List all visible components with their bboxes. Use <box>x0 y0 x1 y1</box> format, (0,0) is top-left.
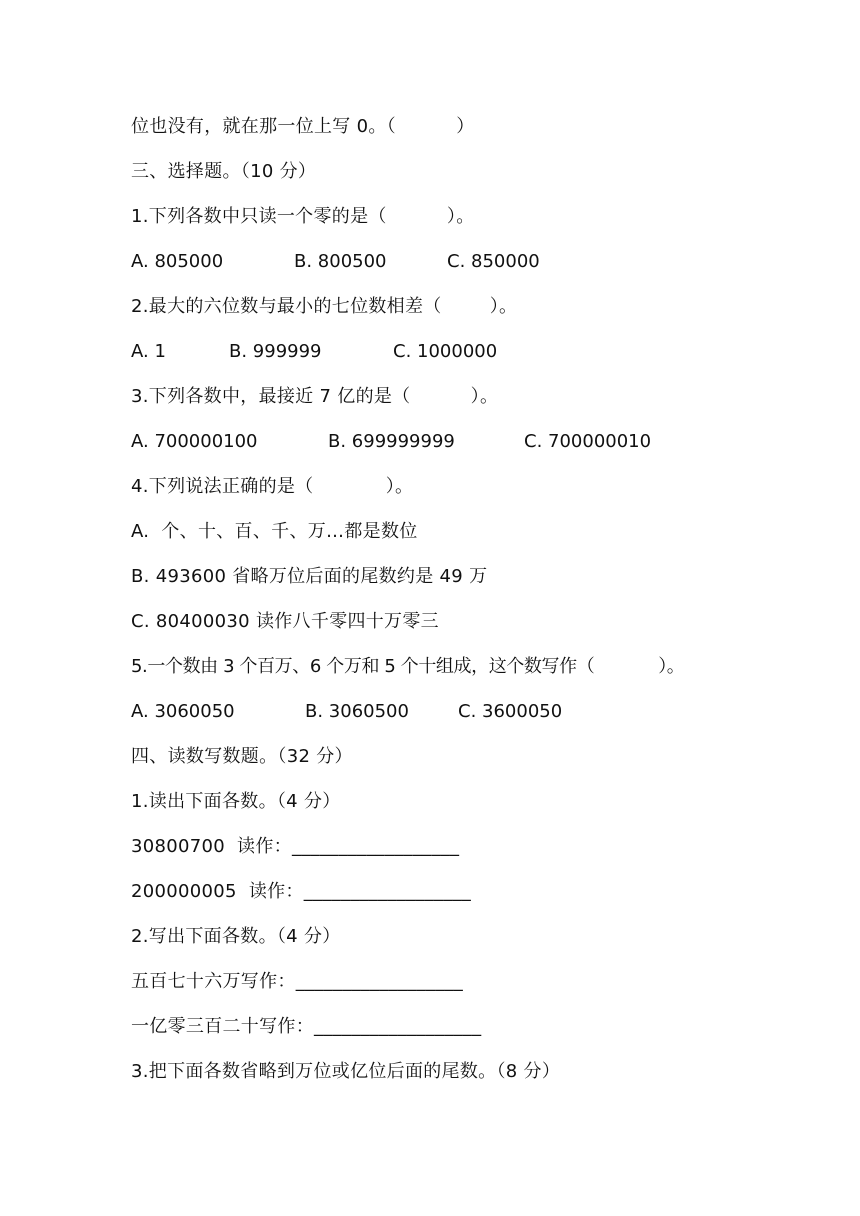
question-1: 1.下列各数中只读一个零的是（ ）。 <box>131 206 475 227</box>
q5-option-a: A. 3060050 <box>131 701 235 722</box>
write-number-1: 五百七十六万写作：__________________ <box>131 971 464 992</box>
q3-option-a: A. 700000100 <box>131 431 258 452</box>
section-three-heading: 三、选择题。（10 分） <box>131 161 317 182</box>
q5-option-b: B. 3060500 <box>305 701 409 722</box>
q4-option-b: B. 493600 省略万位后面的尾数约是 49 万 <box>131 566 488 587</box>
q2-option-c: C. 1000000 <box>393 341 498 362</box>
read-number-1: 30800700 读作：__________________ <box>131 836 460 857</box>
q4-option-c: C. 80400030 读作八千零四十万零三 <box>131 611 439 632</box>
q2-option-a: A. 1 <box>131 341 166 362</box>
q3-option-b: B. 699999999 <box>328 431 455 452</box>
question-2: 2.最大的六位数与最小的七位数相差（ ）。 <box>131 296 518 317</box>
q3-option-c: C. 700000010 <box>524 431 652 452</box>
question-3: 3.下列各数中，最接近 7 亿的是（ ）。 <box>131 386 499 407</box>
question-4: 4.下列说法正确的是（ ）。 <box>131 476 414 497</box>
part-3-heading: 3.把下面各数省略到万位或亿位后面的尾数。（8 分） <box>131 1061 561 1082</box>
write-number-2: 一亿零三百二十写作：__________________ <box>131 1016 482 1037</box>
q2-option-b: B. 999999 <box>229 341 322 362</box>
part-1-heading: 1.读出下面各数。（4 分） <box>131 791 341 812</box>
read-number-2: 200000005 读作：__________________ <box>131 881 472 902</box>
q1-option-c: C. 850000 <box>447 251 540 272</box>
q1-option-a: A. 805000 <box>131 251 224 272</box>
q4-option-a: A. 个、十、百、千、万…都是数位 <box>131 521 418 542</box>
part-2-heading: 2.写出下面各数。（4 分） <box>131 926 341 947</box>
prev-question-tail: 位也没有，就在那一位上写 0。（ ） <box>131 116 475 137</box>
section-four-heading: 四、读数写数题。（32 分） <box>131 746 353 767</box>
q5-option-c: C. 3600050 <box>458 701 563 722</box>
question-5: 5.一个数由 3 个百万、6 个万和 5 个十组成，这个数写作（ ）。 <box>131 656 685 677</box>
q1-option-b: B. 800500 <box>294 251 387 272</box>
